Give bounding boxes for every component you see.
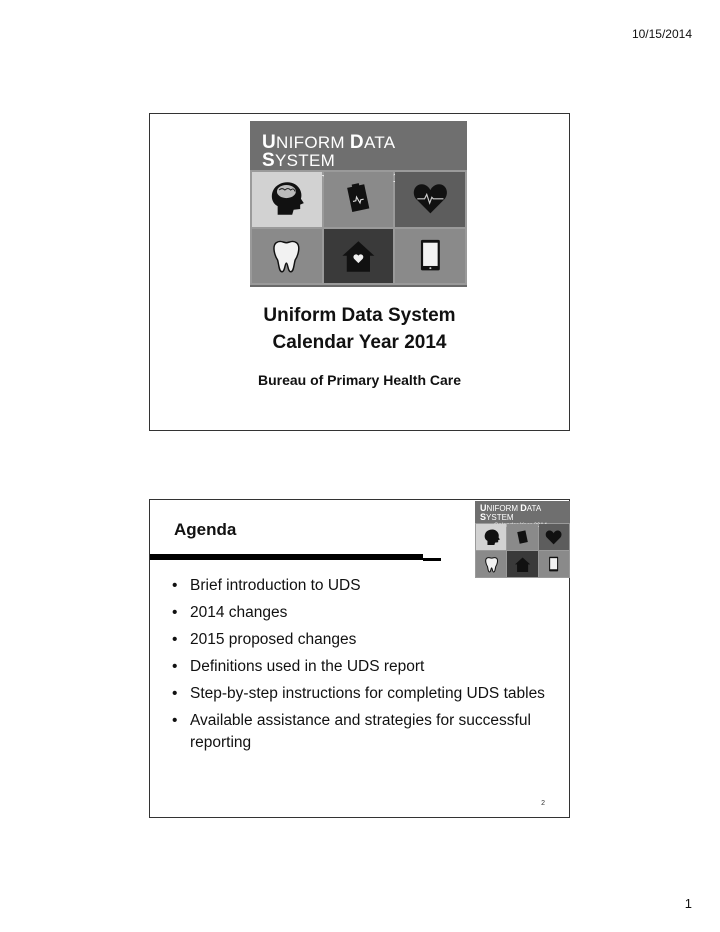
tablet-icon	[395, 229, 465, 284]
logo-header	[475, 501, 570, 523]
title-divider-tail	[423, 558, 441, 561]
list-item: • 2014 changes	[172, 602, 552, 624]
logo-title: UNIFORM DATA SYSTEM	[480, 503, 541, 522]
list-item: • 2015 proposed changes	[172, 629, 552, 651]
clipboard-icon	[507, 524, 537, 550]
logo-icon-grid	[250, 170, 467, 285]
house-icon	[324, 229, 394, 284]
list-item: • Available assistance and strategies for successful reporting	[172, 710, 552, 754]
tablet-icon	[539, 551, 569, 577]
heartbeat-icon	[395, 172, 465, 227]
uds-logo	[250, 121, 467, 287]
slide-number: 2	[541, 800, 545, 807]
page-date: 10/15/2014	[631, 27, 692, 41]
slide-2	[149, 499, 570, 818]
slide-1	[149, 113, 570, 431]
title-divider	[150, 554, 423, 560]
slide-1-title	[150, 302, 569, 356]
list-item: • Brief introduction to UDS	[172, 575, 552, 597]
list-item: • Step-by-step instructions for completing UDS tables	[172, 683, 552, 705]
list-item: • Definitions used in the UDS report	[172, 656, 552, 678]
uds-logo-small	[475, 501, 570, 578]
logo-header	[250, 121, 467, 170]
clipboard-icon	[324, 172, 394, 227]
logo-title: UNIFORM DATA SYSTEM	[262, 132, 395, 171]
heartbeat-icon	[539, 524, 569, 550]
agenda-title: Agenda	[174, 520, 237, 539]
tooth-icon	[476, 551, 506, 577]
tooth-icon	[252, 229, 322, 284]
house-icon	[507, 551, 537, 577]
page-number: 1	[684, 896, 692, 911]
agenda-list	[172, 575, 552, 759]
title-line-2: Calendar Year 2014	[272, 332, 447, 353]
logo-icon-grid	[475, 523, 570, 578]
title-line-1: Uniform Data System	[263, 305, 456, 326]
slide-1-subtitle: Bureau of Primary Health Care	[257, 372, 462, 388]
brain-head-icon	[252, 172, 322, 227]
brain-head-icon	[476, 524, 506, 550]
